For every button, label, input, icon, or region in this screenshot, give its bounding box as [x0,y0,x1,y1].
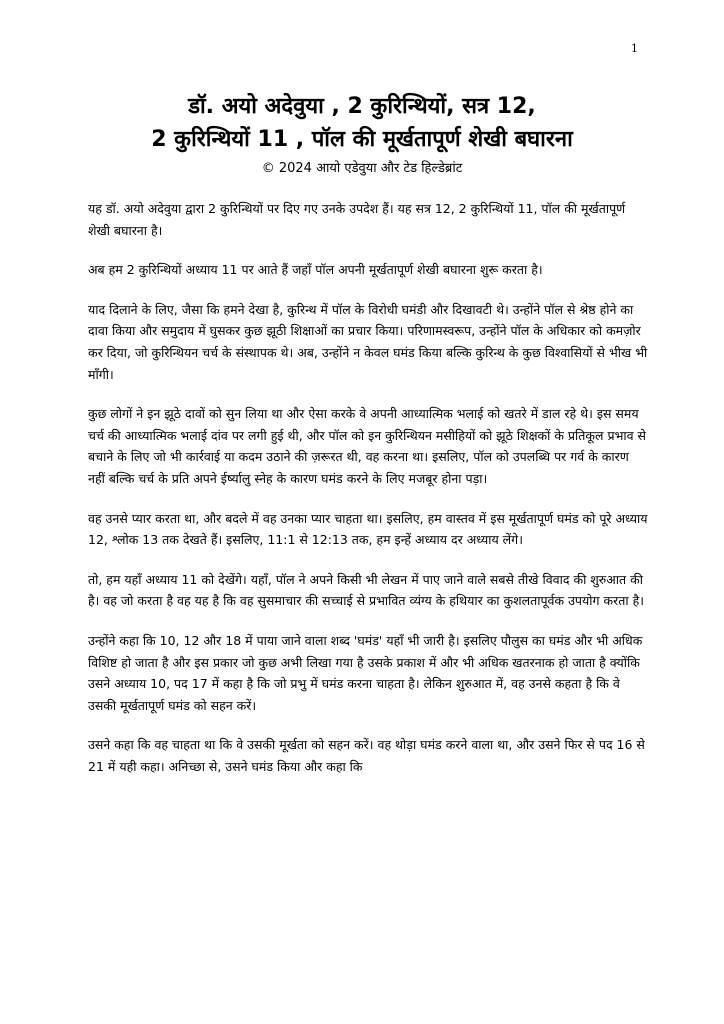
paragraph-2: अब हम 2 कुरिन्थियों अध्याय 11 पर आते हैं जहाँ पॉल अपनी मूर्खतापूर्ण शेखी बघारना शुरू करता है। [88,262,543,278]
paragraph-4: कुछ लोगों ने इन झूठे दावों को सुन लिया था और ऐसा करके वे अपनी आध्यात्मिक भलाई को खतरे में डाल रहे थे। इस समय चर्च की आध्यात्मिक भलाई दांव पर लगी हुई थी, और पॉल को इन कुरिन्थियन मसीहियों को झूठे शिक्षकों के प्रतिकूल प्रभाव से बचाने के लिए जो भी कार्रवाई या कदम उठाने की ज़रूरत थी, वह करना था। इसलिए, पॉल को उपलब्धि पर गर्व के कारण नहीं बल्कि चर्च के प्रति अपने ईर्ष्यालु स्नेह के कारण घमंड करने के लिए मजबूर होना पड़ा। [88,406,646,486]
paragraph-1: यह डॉ. अयो अदेवुया द्वारा 2 कुरिन्थियों पर दिए गए उनके उपदेश हैं। यह सत्र 12, 2 कुरिन्थियों 11, पॉल की मूर्खतापूर्ण शेखी बघारना है। [88,201,626,238]
title-line-2: 2 कुरिन्थियों 11 , पॉल की मूर्खतापूर्ण शेखी बघारना [151,127,573,152]
paragraph-3: याद दिलाने के लिए, जैसा कि हमने देखा है, कुरिन्थ में पॉल के विरोधी घमंडी और दिखावटी थे। उन्होंने पॉल से श्रेष्ठ होने का दावा किया और समुदाय में घुसकर कुछ झूठी शिक्षाओं का प्रचार किया। परिणामस्वरूप, उन्होंने पॉल के अधिकार को कमज़ोर कर दिया, जो कुरिन्थियन चर्च के संस्थापक थे। अब, उन्होंने न केवल घमंड किया बल्कि कुरिन्थ के कुछ विश्वासियों से भीख भी माँगी। [88,301,648,382]
paragraph-8: उसने कहा कि वह चाहता था कि वे उसकी मूर्खता को सहन करें। वह थोड़ा घमंड करने वाला था, और उसने फिर से पद 16 से 21 में यही कहा। अनिच्छा से, उसने घमंड किया और कहा कि [88,737,645,774]
body-text [88,198,648,795]
document-title [60,90,664,156]
page-number: 1 [631,42,638,55]
paragraph-6: तो, हम यहाँ अध्याय 11 को देखेंगे। यहाँ, पॉल ने अपने किसी भी लेखन में पाए जाने वाले सबसे तीखे विवाद की शुरुआत की है। वह जो करता है वह यह है कि वह सुसमाचार की सच्चाई से प्रभावित व्यंग्य के हथियार का कुशलतापूर्वक उपयोग करता है। [88,571,644,609]
paragraph-5: वह उनसे प्यार करता था, और बदले में वह उनका प्यार चाहता था। इसलिए, हम वास्तव में इस मूर्खतापूर्ण घमंड को पूरे अध्याय 12, श्लोक 13 तक देखते हैं। इसलिए, 11:1 से 12:13 तक, हम इन्हें अध्याय दर अध्याय लेंगे। [88,510,648,548]
title-line-1: डॉ. अयो अदेवुया , 2 कुरिन्थियों, सत्र 12, [188,94,536,119]
paragraph-7: उन्होंने कहा कि 10, 12 और 18 में पाया जाने वाला शब्द 'घमंड' यहाँ भी जारी है। इसलिए पौलुस का घमंड और भी अधिक विशिष्ट हो जाता है और इस प्रकार जो कुछ अभी लिखा गया है उसके प्रकाश में और भी अधिक खतरनाक हो जाता है क्योंकि उसने अध्याय 10, पद 17 में कहा है कि जो प्रभु में घमंड करना चाहता है। लेकिन शुरुआत में, वह उनसे कहता है कि वे उसकी मूर्खतापूर्ण घमंड को सहन करें। [88,632,643,713]
copyright-notice: © 2024 आयो एडेवुया और टेड हिल्डेब्रांट [261,161,463,176]
